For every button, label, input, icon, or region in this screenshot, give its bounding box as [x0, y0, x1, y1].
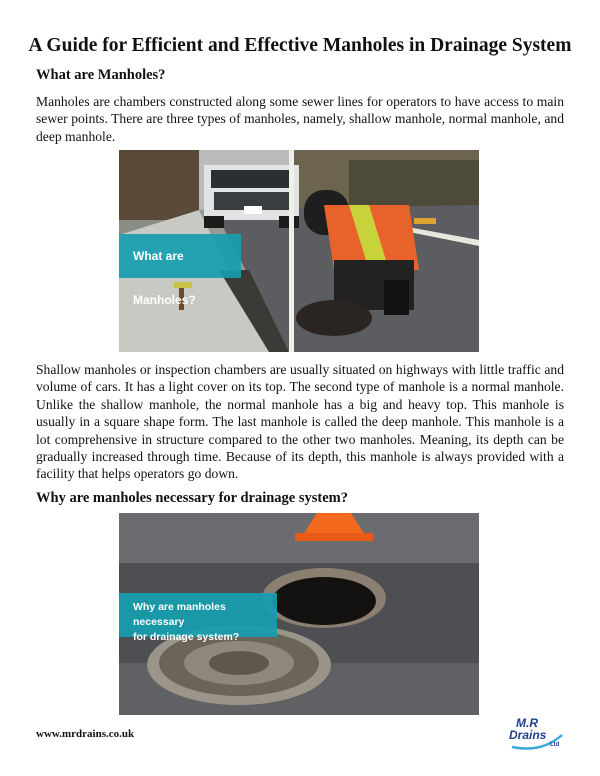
logo-text-line-2: Drains: [509, 728, 547, 742]
manhole-worker-photo: [119, 150, 479, 352]
open-manhole-photo: [119, 513, 479, 715]
photo-caption-line-1: Why are manholes necessary: [133, 601, 226, 628]
photo-caption-what-are-manholes: What are Manholes?: [119, 234, 241, 278]
logo-text-line-1: M.R: [516, 716, 538, 730]
photo-caption-line-2: for drainage system?: [133, 631, 240, 643]
photo-caption-why-manholes-necessary: [119, 593, 277, 643]
footer-website-url: www.mrdrains.co.uk: [36, 728, 135, 740]
page-title: A Guide for Efficient and Effective Manholes in Drainage System: [28, 35, 572, 56]
logo-suffix: Ltd: [550, 742, 560, 748]
mr-drains-logo: [504, 713, 566, 753]
section-heading-what-are-manholes: What are Manholes?: [36, 67, 166, 83]
intro-paragraph: Manholes are chambers constructed along some sewer lines for operators to have access to main sewer points. There are three types of manholes, namely, shallow manhole, normal manhole, and deep manhole.: [36, 94, 564, 144]
section-heading-why-manholes-necessary: Why are manholes necessary for drainage system?: [36, 490, 348, 506]
manhole-types-paragraph: Shallow manholes or inspection chambers are usually situated on highways with little traffic and volume of cars. It has a light cover on its top. The second type of manhole is a normal manhole. Unlike the shallow manhole, the normal manhole has a big and heavy top. This manhole is usually in a square shape form. The last manhole is called the deep manhole. This manhole is a lot comprehensive in structure compared to the other two manholes. Meaning, its depth can be gradually increased through time. Because of its depth, this manhole is always provided with a facility that helps operators go down.: [36, 362, 564, 482]
